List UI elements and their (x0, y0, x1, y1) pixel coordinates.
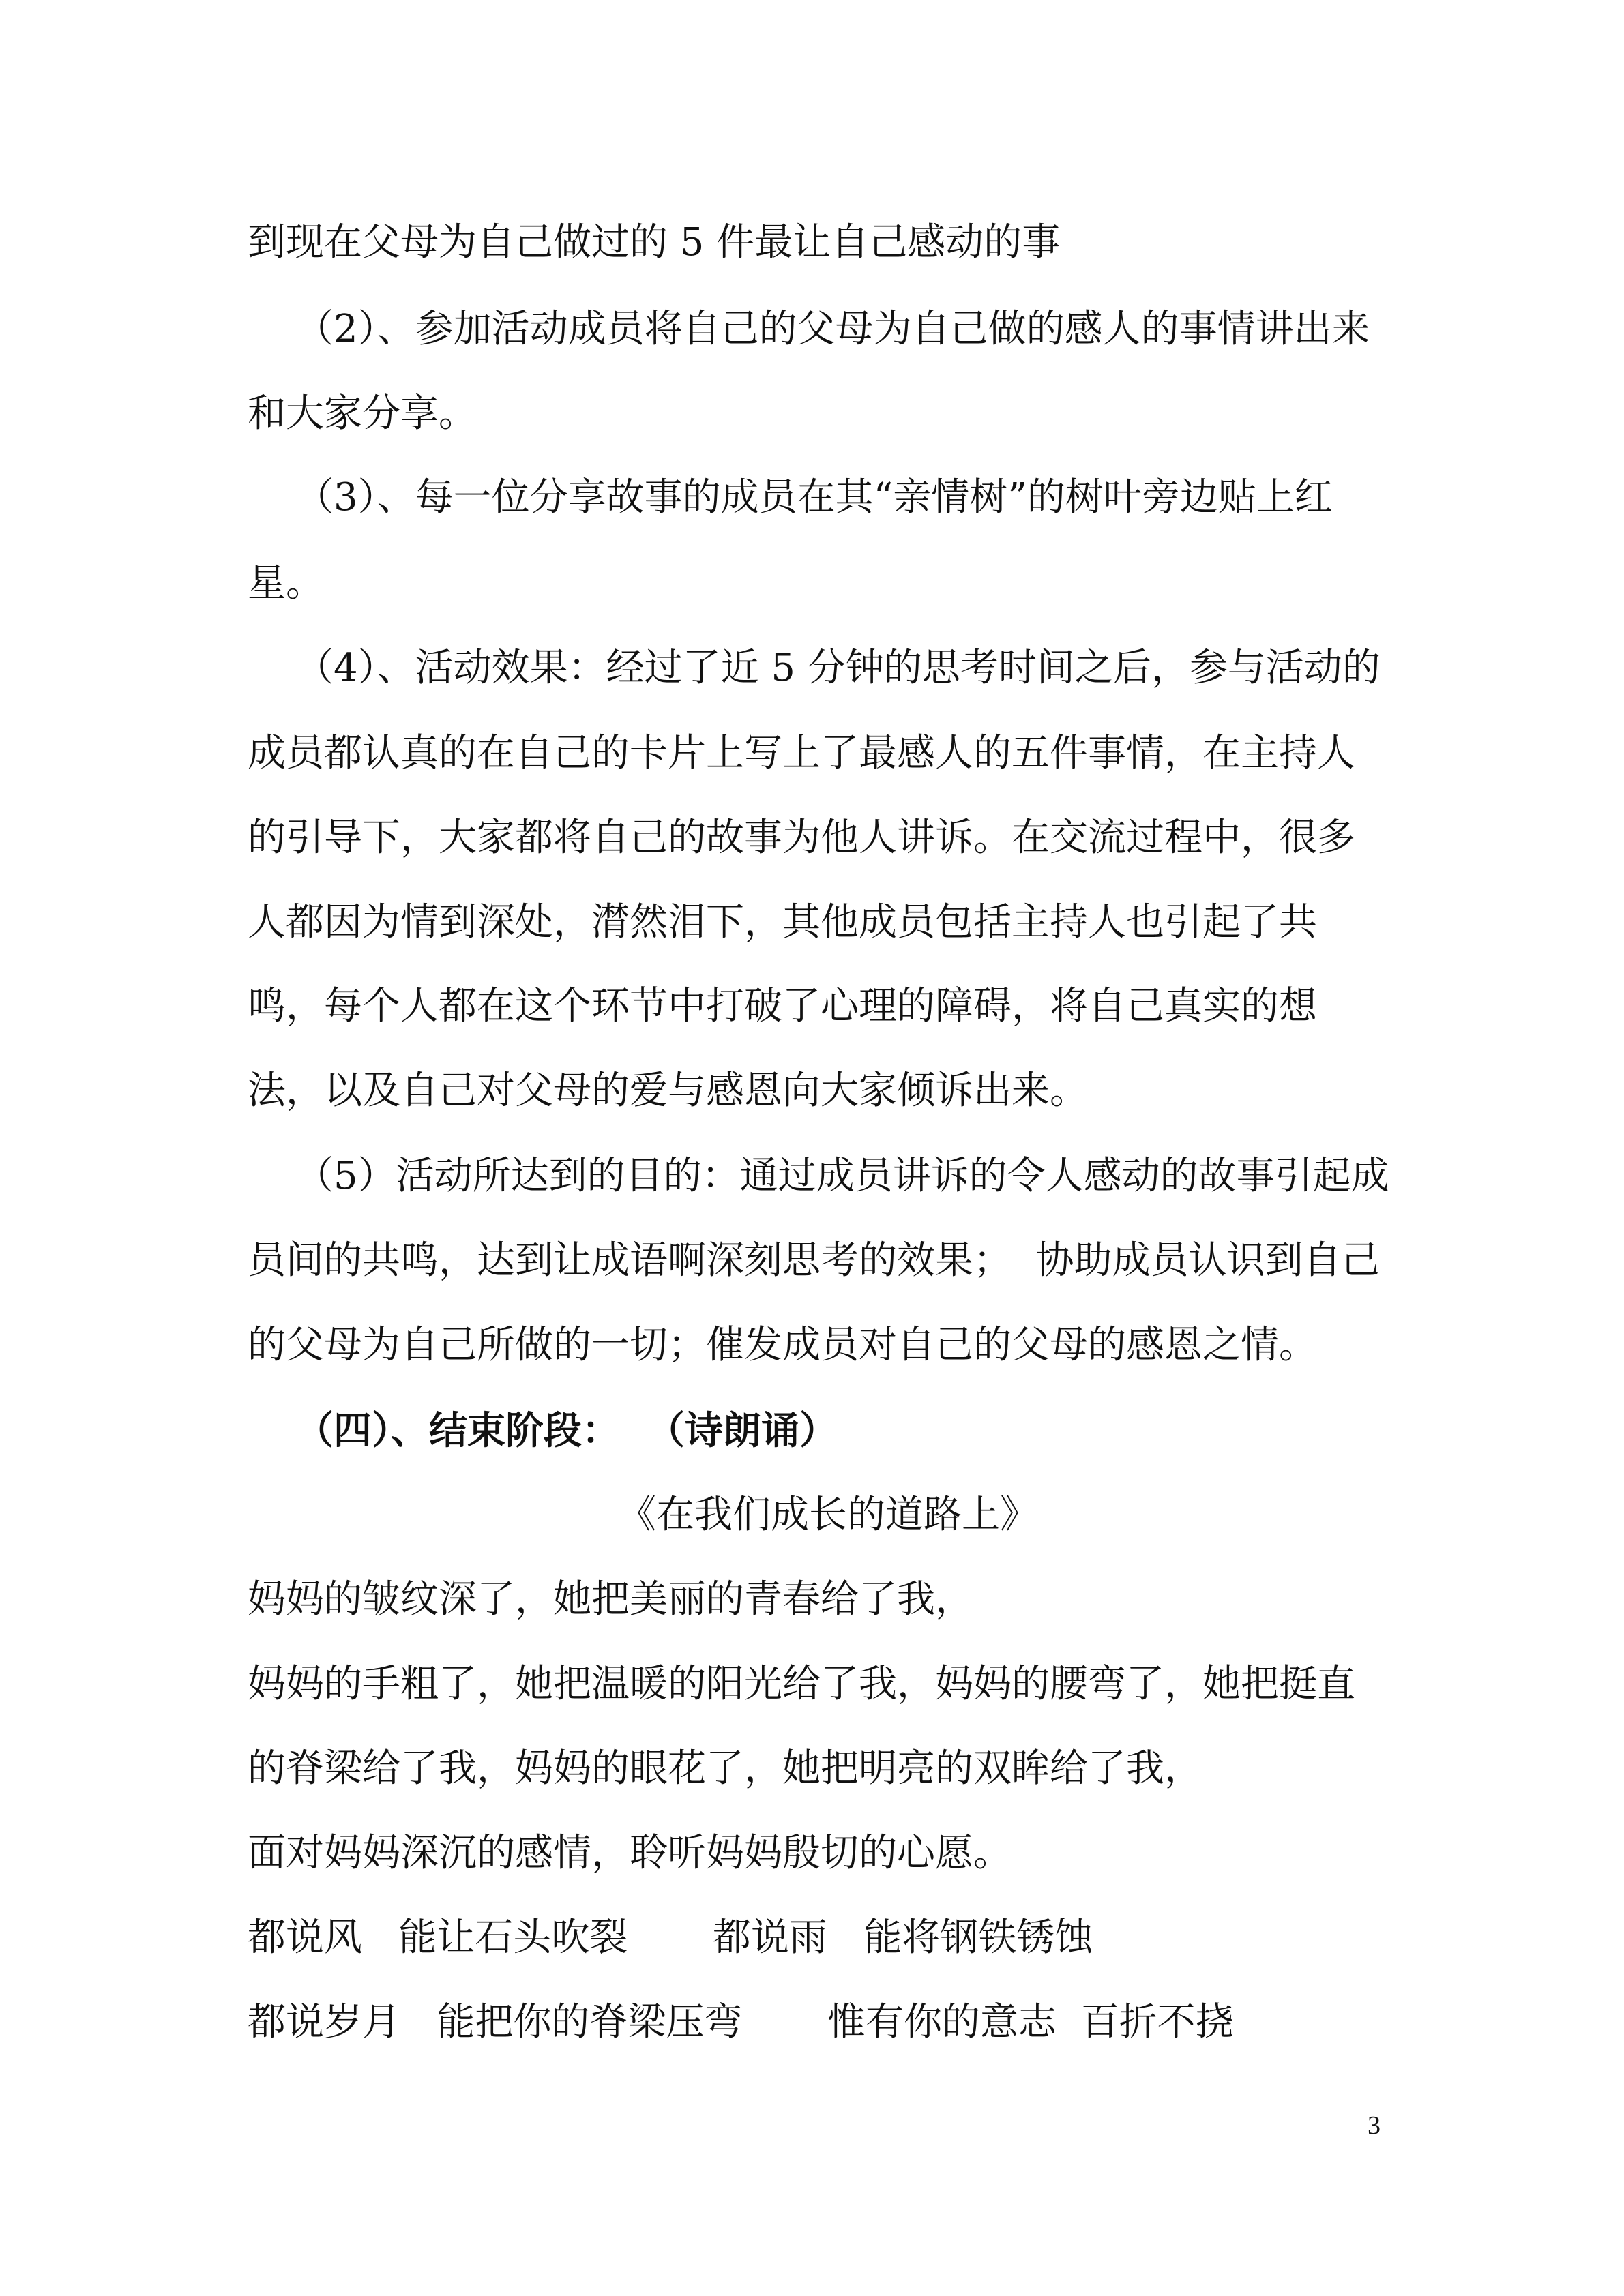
text-line: （3）、每一位分享故事的成员在其“亲情树”的树叶旁边贴上红 (295, 475, 1333, 520)
text-line: 员间的共鸣，达到让成语啊深刻思考的效果； 协助成员认识到自己 (248, 1238, 1380, 1283)
text-line: 人都因为情到深处，潸然泪下，其他成员包括主持人也引起了共 (248, 900, 1317, 944)
text-line: 星。 (248, 561, 324, 606)
poem-line: 面对妈妈深沉的感情，聆听妈妈殷切的心愿。 (248, 1831, 1012, 1875)
text-line: 的父母为自己所做的一切；催发成员对自己的父母的感恩之情。 (248, 1323, 1317, 1367)
text-line: （5）活动所达到的目的：通过成员讲诉的令人感动的故事引起成 (295, 1154, 1389, 1198)
text-line: 成员都认真的在自己的卡片上写上了最感人的五件事情，在主持人 (248, 731, 1355, 775)
poem-line: 的脊梁给了我，妈妈的眼花了，她把明亮的双眸给了我， (248, 1746, 1202, 1791)
section-heading: （四）、结束阶段： （诗朗诵） (295, 1408, 838, 1453)
text-line: 法，以及自己对父母的爱与感恩向大家倾诉出来。 (248, 1069, 1088, 1113)
text-line: 和大家分享。 (248, 391, 477, 436)
page-number: 3 (1368, 2111, 1381, 2140)
poem-line: 妈妈的皱纹深了，她把美丽的青春给了我， (248, 1577, 973, 1622)
text-line: 的引导下，大家都将自己的故事为他人讲诉。在交流过程中，很多 (248, 816, 1355, 860)
text-line: （4）、活动效果：经过了近 5 分钟的思考时间之后，参与活动的 (295, 646, 1381, 690)
poem-line: 都说风 能让石头吹裂 都说雨 能将钢铁锈蚀 (248, 1915, 1093, 1960)
poem-title: 《在我们成长的道路上》 (618, 1493, 1038, 1537)
text-line: 鸣，每个人都在这个环节中打破了心理的障碍，将自己真实的想 (248, 984, 1317, 1028)
poem-line: 都说岁月 能把你的脊梁压弯 惟有你的意志 百折不挠 (248, 2000, 1234, 2044)
poem-line: 妈妈的手粗了，她把温暖的阳光给了我，妈妈的腰弯了，她把挺直 (248, 1662, 1355, 1706)
text-line: （2）、参加活动成员将自己的父母为自己做的感人的事情讲出来 (295, 307, 1370, 351)
text-line: 到现在父母为自己做过的 5 件最让自己感动的事 (248, 220, 1061, 265)
